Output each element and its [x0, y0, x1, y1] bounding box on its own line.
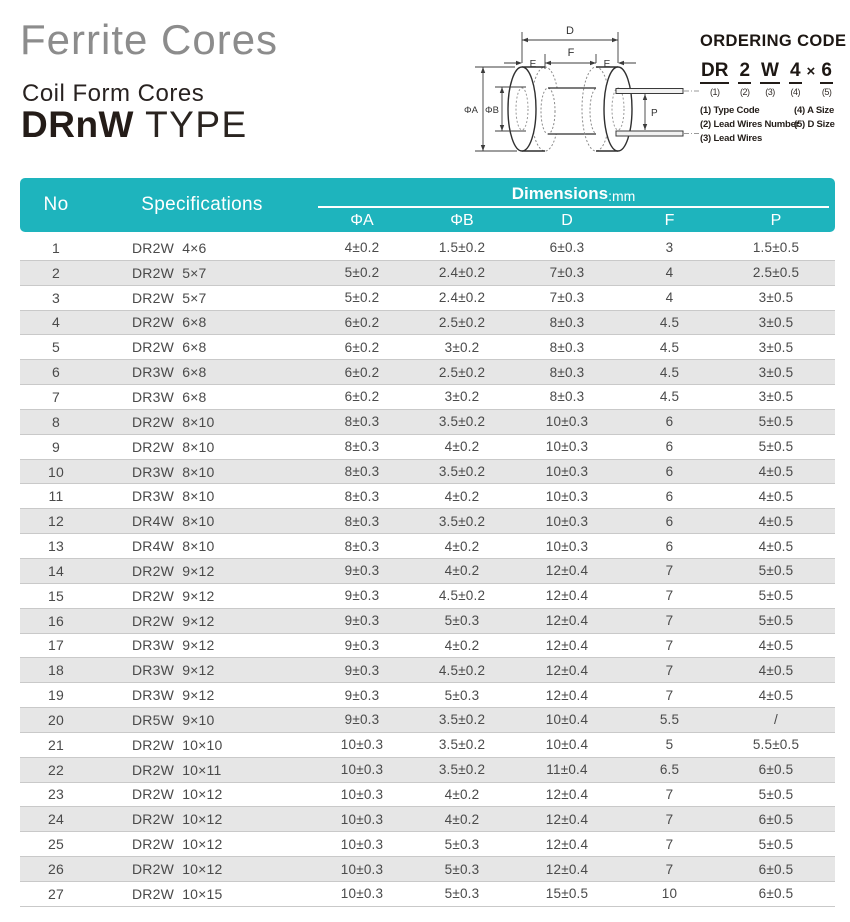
dim-label-f: F: [567, 47, 575, 59]
row-no: 19: [48, 687, 64, 704]
row-dim-value: 7: [665, 811, 674, 827]
row-dim-value: 8±0.3: [344, 488, 380, 504]
core-dimension-diagram: [425, 3, 715, 173]
row-dim-value: 8±0.3: [344, 464, 380, 480]
row-dim-value: 5.5±0.5: [752, 737, 800, 753]
row-dim-value: 10±0.3: [545, 513, 589, 529]
row-no: 13: [48, 538, 64, 555]
row-spec: DR3W 9×12: [132, 637, 215, 654]
row-dim-value: 4±0.5: [758, 687, 794, 703]
row-dim-value: 9±0.3: [344, 687, 380, 703]
table-row: [20, 385, 835, 410]
row-no: 14: [48, 562, 64, 579]
row-dim-value: 6±0.3: [549, 240, 585, 256]
row-dim-value: 7: [665, 588, 674, 604]
row-dim-value: 4±0.5: [758, 538, 794, 554]
row-dim-value: 3±0.5: [758, 339, 794, 355]
row-dim-value: 9±0.3: [344, 588, 380, 604]
row-dim-value: 7±0.3: [549, 290, 585, 306]
page-title: Ferrite Cores: [20, 16, 279, 63]
row-dim-value: 10±0.4: [545, 712, 589, 728]
row-dim-value: 4±0.2: [444, 637, 480, 653]
dim-label-e-right: E: [603, 59, 611, 70]
row-dim-value: 4±0.5: [758, 513, 794, 529]
dimensions-label: Dimensions: [511, 184, 609, 203]
row-dim-value: 12±0.4: [545, 588, 589, 604]
ordering-code-line: [700, 60, 848, 97]
row-dim-value: 10±0.4: [545, 737, 589, 753]
page-subtitle: Coil Form Cores: [22, 80, 205, 107]
row-dim-value: 9±0.3: [344, 662, 380, 678]
ordering-code-group-text: 2: [738, 60, 751, 84]
row-dim-value: 8±0.3: [549, 314, 585, 330]
ordering-code-group-text: 6: [820, 60, 833, 84]
row-dim-value: 8±0.3: [549, 389, 585, 405]
row-dim-value: 10±0.3: [340, 811, 384, 827]
spec-table-header: [20, 178, 835, 232]
row-dim-value: 5±0.5: [758, 439, 794, 455]
row-dim-value: 2.5±0.2: [438, 314, 486, 330]
row-dim-value: 3±0.5: [758, 364, 794, 380]
row-dim-value: 6: [665, 414, 674, 430]
row-dim-value: 6±0.2: [344, 339, 380, 355]
row-dim-value: 12±0.4: [545, 662, 589, 678]
row-dim-value: 3.5±0.2: [438, 737, 486, 753]
row-no: 12: [48, 513, 64, 530]
row-no: 7: [52, 388, 60, 405]
row-dim-value: 4.5: [659, 364, 680, 380]
row-no: 11: [48, 488, 64, 505]
dimensions-header-group: [312, 178, 835, 232]
row-spec: DR2W 10×10: [132, 736, 223, 753]
row-dim-value: 7: [665, 637, 674, 653]
row-dim-value: 12±0.4: [545, 836, 589, 852]
legend-item: (1) Type Code: [700, 105, 760, 116]
row-dim-value: 6: [665, 464, 674, 480]
table-row: [20, 634, 835, 659]
row-dim-value: 7: [665, 563, 674, 579]
table-row: [20, 335, 835, 360]
table-row: [20, 857, 835, 882]
row-dim-value: 7: [665, 613, 674, 629]
row-dim-value: 10±0.3: [340, 762, 384, 778]
row-spec: DR3W 9×12: [132, 687, 215, 704]
row-dim-value: 10±0.3: [340, 886, 384, 902]
table-row: [20, 460, 835, 485]
row-dim-value: 10±0.3: [545, 488, 589, 504]
row-dim-value: 7: [665, 662, 674, 678]
row-dim-value: 10±0.3: [340, 836, 384, 852]
row-dim-value: 4±0.5: [758, 464, 794, 480]
spec-table: [20, 178, 835, 907]
table-row: [20, 733, 835, 758]
row-dim-value: 3±0.2: [444, 389, 480, 405]
table-row: [20, 261, 835, 286]
table-row: [20, 683, 835, 708]
ordering-code-group-number: (2): [739, 87, 750, 97]
row-dim-value: 3±0.5: [758, 389, 794, 405]
table-row: [20, 882, 835, 907]
table-row: [20, 559, 835, 584]
series-code: DRnW: [21, 104, 134, 145]
row-spec: DR3W 9×12: [132, 662, 215, 679]
row-spec: DR3W 8×10: [132, 488, 215, 505]
row-dim-value: 3.5±0.2: [438, 513, 486, 529]
dim-label-d: D: [566, 25, 574, 37]
dimension-subheaders: [312, 208, 835, 232]
row-no: 3: [52, 289, 60, 306]
row-dim-value: 4: [665, 290, 674, 306]
ordering-code-group-text: DR: [700, 60, 729, 84]
row-dim-value: 4.5: [659, 314, 680, 330]
row-dim-value: 5±0.5: [758, 786, 794, 802]
row-no: 16: [48, 612, 64, 629]
row-dim-value: /: [774, 712, 778, 728]
row-spec: DR2W 10×12: [132, 861, 223, 878]
legend-item: (2) Lead Wires Number: [700, 119, 800, 130]
table-row: [20, 236, 835, 261]
ordering-code-group: [738, 60, 751, 97]
row-dim-value: 7: [665, 861, 674, 877]
dim-label-phi-a: ΦA: [464, 105, 478, 116]
row-dim-value: 5±0.5: [758, 836, 794, 852]
row-dim-value: 4±0.2: [444, 811, 480, 827]
dim-label-phi-b: ΦB: [485, 105, 499, 116]
row-no: 18: [48, 662, 64, 679]
table-row: [20, 286, 835, 311]
row-dim-value: 4±0.2: [444, 786, 480, 802]
row-no: 5: [52, 339, 60, 356]
row-dim-value: 10±0.3: [545, 538, 589, 554]
row-dim-value: 8±0.3: [549, 364, 585, 380]
row-dim-value: 4±0.2: [444, 538, 480, 554]
row-spec: DR3W 8×10: [132, 463, 215, 480]
row-dim-value: 1.5±0.5: [752, 240, 800, 256]
row-dim-value: 4±0.2: [444, 439, 480, 455]
row-dim-value: 3.5±0.2: [438, 762, 486, 778]
ordering-code-heading: ORDERING CODE: [700, 32, 847, 50]
row-dim-value: 12±0.4: [545, 687, 589, 703]
row-dim-value: 12±0.4: [545, 786, 589, 802]
row-spec: DR4W 8×10: [132, 513, 215, 530]
table-row: [20, 807, 835, 832]
legend-item: (5) D Size: [794, 119, 835, 130]
table-row: [20, 832, 835, 857]
row-dim-value: 12±0.4: [545, 861, 589, 877]
row-spec: DR2W 5×7: [132, 264, 207, 281]
col-header-d: D: [561, 211, 573, 229]
row-dim-value: 12±0.4: [545, 613, 589, 629]
row-dim-value: 6±0.5: [758, 811, 794, 827]
row-dim-value: 9±0.3: [344, 563, 380, 579]
row-dim-value: 6±0.2: [344, 389, 380, 405]
ordering-code-group-number: (5): [821, 87, 832, 97]
row-dim-value: 4.5: [659, 339, 680, 355]
ordering-code-group: [700, 60, 729, 97]
row-dim-value: 6±0.5: [758, 886, 794, 902]
row-no: 2: [52, 264, 60, 281]
row-spec: DR3W 6×8: [132, 364, 207, 381]
row-spec: DR2W 6×8: [132, 314, 207, 331]
row-dim-value: 10±0.3: [340, 786, 384, 802]
row-spec: DR4W 8×10: [132, 538, 215, 555]
row-dim-value: 2.5±0.5: [752, 265, 800, 281]
row-dim-value: 5±0.5: [758, 414, 794, 430]
row-dim-value: 4±0.5: [758, 637, 794, 653]
row-spec: DR2W 8×10: [132, 413, 215, 430]
ordering-code-group: [820, 60, 833, 97]
row-no: 23: [48, 786, 64, 803]
table-row: [20, 534, 835, 559]
row-dim-value: 3±0.5: [758, 314, 794, 330]
row-dim-value: 2.4±0.2: [438, 290, 486, 306]
row-dim-value: 6±0.2: [344, 314, 380, 330]
dimensions-header: [318, 178, 829, 208]
row-dim-value: 4±0.2: [444, 563, 480, 579]
row-dim-value: 10±0.3: [545, 464, 589, 480]
row-dim-value: 6±0.2: [344, 364, 380, 380]
row-spec: DR2W 6×8: [132, 339, 207, 356]
ordering-code-legend: [700, 105, 848, 144]
row-dim-value: 6±0.5: [758, 762, 794, 778]
col-header-no: No: [43, 194, 69, 215]
col-header-phi-a: ΦA: [350, 211, 374, 229]
row-spec: DR2W 8×10: [132, 438, 215, 455]
ordering-code-separator: ×: [806, 63, 816, 80]
row-spec: DR3W 6×8: [132, 388, 207, 405]
row-spec: DR2W 5×7: [132, 289, 207, 306]
row-dim-value: 8±0.3: [344, 439, 380, 455]
row-dim-value: 5±0.5: [758, 588, 794, 604]
row-no: 27: [48, 885, 64, 902]
row-spec: DR2W 10×11: [132, 761, 222, 778]
row-no: 10: [48, 463, 64, 480]
row-spec: DR2W 10×12: [132, 836, 223, 853]
row-no: 24: [48, 811, 64, 828]
row-dim-value: 5±0.5: [758, 563, 794, 579]
series-type-word: TYPE: [133, 104, 248, 145]
row-dim-value: 4.5±0.2: [438, 662, 486, 678]
row-dim-value: 8±0.3: [344, 538, 380, 554]
row-no: 8: [52, 413, 60, 430]
row-no: 22: [48, 761, 64, 778]
row-dim-value: 12±0.4: [545, 811, 589, 827]
row-dim-value: 11±0.4: [546, 762, 588, 778]
row-dim-value: 4±0.2: [344, 240, 380, 256]
row-dim-value: 5: [665, 737, 674, 753]
row-dim-value: 9±0.3: [344, 637, 380, 653]
table-row: [20, 311, 835, 336]
row-dim-value: 6.5: [659, 762, 680, 778]
row-dim-value: 7: [665, 687, 674, 703]
row-dim-value: 7: [665, 836, 674, 852]
row-spec: DR2W 10×15: [132, 885, 223, 902]
row-dim-value: 2.5±0.2: [438, 364, 486, 380]
row-no: 4: [52, 314, 60, 331]
dimensions-unit: :mm: [608, 188, 636, 204]
row-dim-value: 5±0.3: [444, 687, 480, 703]
col-header-specifications: Specifications: [141, 194, 263, 215]
row-dim-value: 8±0.3: [344, 414, 380, 430]
row-dim-value: 10±0.3: [545, 439, 589, 455]
ordering-code-group-number: (4): [790, 87, 800, 97]
dim-label-e-left: E: [529, 59, 537, 70]
ordering-code-group: [760, 60, 780, 97]
row-dim-value: 3.5±0.2: [438, 414, 486, 430]
row-dim-value: 7±0.3: [549, 265, 585, 281]
row-no: 17: [48, 637, 64, 654]
table-row: [20, 758, 835, 783]
row-dim-value: 4±0.5: [758, 488, 794, 504]
row-dim-value: 1.5±0.2: [438, 240, 486, 256]
row-no: 9: [52, 438, 60, 455]
ordering-code-block: [700, 32, 848, 144]
row-dim-value: 6: [665, 513, 674, 529]
row-dim-value: 3±0.2: [444, 339, 480, 355]
row-spec: DR2W 9×12: [132, 612, 215, 629]
ordering-code-group-text: W: [760, 60, 780, 84]
spec-table-body: [20, 236, 835, 907]
row-dim-value: 5.5: [659, 712, 680, 728]
table-row: [20, 484, 835, 509]
col-header-f: F: [664, 211, 675, 229]
row-dim-value: 7: [665, 786, 674, 802]
row-dim-value: 10±0.3: [340, 861, 384, 877]
table-row: [20, 509, 835, 534]
table-row: [20, 609, 835, 634]
row-spec: DR2W 9×12: [132, 587, 215, 604]
row-dim-value: 4±0.2: [444, 488, 480, 504]
row-dim-value: 10±0.3: [340, 737, 384, 753]
row-dim-value: 10±0.3: [545, 414, 589, 430]
row-dim-value: 5±0.3: [444, 836, 480, 852]
row-dim-value: 9±0.3: [344, 613, 380, 629]
table-row: [20, 435, 835, 460]
row-dim-value: 5±0.2: [344, 290, 380, 306]
row-dim-value: 3±0.5: [758, 290, 794, 306]
row-spec: DR2W 4×6: [132, 239, 207, 256]
row-no: 15: [48, 587, 64, 604]
row-dim-value: 5±0.3: [444, 886, 480, 902]
row-spec: DR2W 9×12: [132, 562, 215, 579]
row-dim-value: 2.4±0.2: [438, 265, 486, 281]
table-row: [20, 658, 835, 683]
row-dim-value: 6: [665, 488, 674, 504]
row-dim-value: 5±0.3: [444, 861, 480, 877]
table-row: [20, 410, 835, 435]
ordering-code-group: [789, 60, 802, 97]
ordering-code-group-number: (1): [709, 87, 720, 97]
row-spec: DR2W 10×12: [132, 811, 223, 828]
row-no: 21: [48, 736, 64, 753]
row-dim-value: 4.5: [659, 389, 680, 405]
legend-item: (4) A Size: [794, 105, 835, 116]
row-dim-value: 5±0.2: [344, 265, 380, 281]
row-spec: DR5W 9×10: [132, 711, 215, 728]
row-spec: DR2W 10×12: [132, 786, 223, 803]
row-dim-value: 3: [665, 240, 674, 256]
table-row: [20, 584, 835, 609]
col-header-phi-b: ΦB: [450, 211, 474, 229]
row-dim-value: 12±0.4: [545, 637, 589, 653]
row-no: 20: [48, 711, 64, 728]
row-dim-value: 3.5±0.2: [438, 712, 486, 728]
row-dim-value: 4.5±0.2: [438, 588, 486, 604]
row-no: 25: [48, 836, 64, 853]
table-row: [20, 360, 835, 385]
row-no: 6: [52, 364, 60, 381]
row-no: 26: [48, 861, 64, 878]
row-dim-value: 8±0.3: [549, 339, 585, 355]
row-dim-value: 4±0.5: [758, 662, 794, 678]
ordering-code-group-number: (3): [765, 87, 775, 97]
row-dim-value: 8±0.3: [344, 513, 380, 529]
row-no: 1: [52, 239, 60, 256]
series-type-title: [21, 104, 248, 146]
row-dim-value: 6±0.5: [758, 861, 794, 877]
row-dim-value: 10: [661, 886, 678, 902]
ordering-code-group-text: 4: [789, 60, 802, 84]
row-dim-value: 6: [665, 538, 674, 554]
row-dim-value: 4: [665, 265, 674, 281]
row-dim-value: 15±0.5: [545, 886, 589, 902]
row-dim-value: 6: [665, 439, 674, 455]
dim-label-p: P: [651, 108, 658, 119]
table-row: [20, 708, 835, 733]
table-row: [20, 783, 835, 808]
row-dim-value: 5±0.3: [444, 613, 480, 629]
row-dim-value: 12±0.4: [545, 563, 589, 579]
legend-item: (3) Lead Wires: [700, 133, 763, 144]
col-header-p: P: [770, 211, 782, 229]
row-dim-value: 9±0.3: [344, 712, 380, 728]
row-dim-value: 3.5±0.2: [438, 464, 486, 480]
row-dim-value: 5±0.5: [758, 613, 794, 629]
